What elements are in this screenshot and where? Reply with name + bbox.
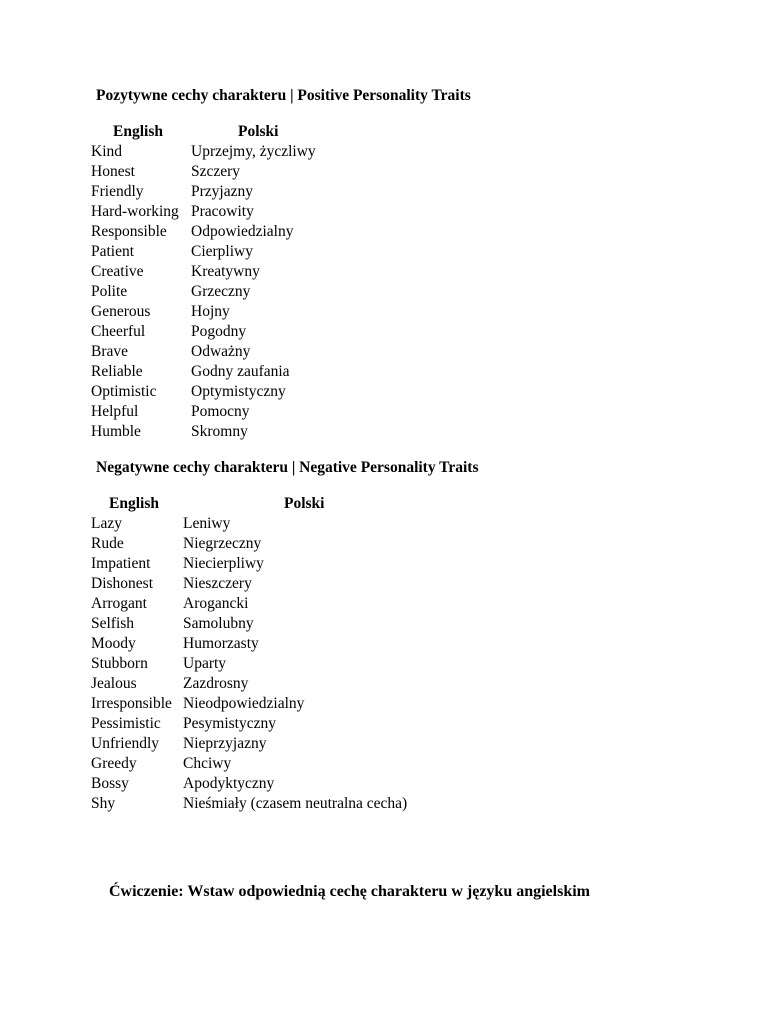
- trait-english: Stubborn: [91, 655, 148, 672]
- trait-polish: Przyjazny: [191, 183, 253, 200]
- negative-header-english: English: [109, 495, 159, 512]
- trait-english: Friendly: [91, 183, 144, 200]
- trait-polish: Nieprzyjazny: [183, 735, 267, 752]
- trait-english: Pessimistic: [91, 715, 161, 732]
- trait-english: Optimistic: [91, 383, 157, 400]
- trait-polish: Niecierpliwy: [183, 555, 264, 572]
- trait-english: Reliable: [91, 363, 143, 380]
- trait-polish: Grzeczny: [191, 283, 251, 300]
- trait-english: Brave: [91, 343, 129, 360]
- trait-english: Irresponsible: [91, 695, 172, 712]
- trait-english: Honest: [91, 163, 135, 180]
- trait-english: Selfish: [91, 615, 135, 632]
- trait-polish: Nieśmiały (czasem neutralna cecha): [183, 795, 408, 812]
- trait-english: Jealous: [91, 675, 137, 692]
- trait-polish: Uprzejmy, życzliwy: [191, 143, 316, 160]
- trait-polish: Pracowity: [191, 203, 254, 220]
- trait-english: Polite: [91, 283, 128, 300]
- negative-traits-heading: Negatywne cechy charakteru | Negative Personality Traits: [96, 459, 479, 476]
- trait-polish: Humorzasty: [183, 635, 259, 652]
- trait-polish: Arogancki: [183, 595, 249, 612]
- trait-polish: Szczery: [191, 163, 241, 180]
- trait-english: Arrogant: [91, 595, 147, 612]
- trait-polish: Pogodny: [191, 323, 247, 340]
- trait-polish: Pomocny: [191, 403, 250, 420]
- trait-polish: Nieodpowiedzialny: [183, 695, 305, 712]
- exercise-heading: Ćwiczenie: Wstaw odpowiednią cechę charakteru w języku angielskim: [109, 883, 590, 900]
- trait-english: Lazy: [91, 515, 122, 532]
- trait-polish: Zazdrosny: [183, 675, 249, 692]
- trait-polish: Chciwy: [183, 755, 232, 772]
- trait-english: Hard-working: [91, 203, 179, 220]
- trait-english: Cheerful: [91, 323, 146, 340]
- positive-header-polski: Polski: [238, 123, 279, 140]
- trait-polish: Pesymistyczny: [183, 715, 276, 732]
- trait-polish: Niegrzeczny: [183, 535, 262, 552]
- trait-english: Rude: [91, 535, 124, 552]
- trait-english: Humble: [91, 423, 141, 440]
- trait-english: Shy: [91, 795, 116, 812]
- trait-polish: Nieszczery: [183, 575, 252, 592]
- trait-polish: Godny zaufania: [191, 363, 290, 380]
- trait-english: Impatient: [91, 555, 151, 572]
- negative-header-polski: Polski: [284, 495, 325, 512]
- trait-polish: Hojny: [191, 303, 230, 320]
- trait-polish: Optymistyczny: [191, 383, 286, 400]
- trait-polish: Apodyktyczny: [183, 775, 275, 792]
- trait-polish: Odważny: [191, 343, 251, 360]
- trait-polish: Skromny: [191, 423, 248, 440]
- positive-traits-heading: Pozytywne cechy charakteru | Positive Personality Traits: [96, 87, 471, 104]
- trait-polish: Samolubny: [183, 615, 254, 632]
- trait-english: Responsible: [91, 223, 167, 240]
- trait-english: Generous: [91, 303, 151, 320]
- trait-english: Kind: [91, 143, 122, 160]
- trait-english: Patient: [91, 243, 135, 260]
- trait-polish: Leniwy: [183, 515, 231, 532]
- trait-english: Dishonest: [91, 575, 153, 592]
- trait-polish: Cierpliwy: [191, 243, 253, 260]
- trait-english: Bossy: [91, 775, 129, 792]
- trait-english: Greedy: [91, 755, 137, 772]
- trait-polish: Kreatywny: [191, 263, 260, 280]
- trait-polish: Uparty: [183, 655, 227, 672]
- positive-header-english: English: [113, 123, 163, 140]
- trait-english: Creative: [91, 263, 144, 280]
- trait-english: Moody: [91, 635, 136, 652]
- trait-polish: Odpowiedzialny: [191, 223, 294, 240]
- trait-english: Unfriendly: [91, 735, 160, 752]
- trait-english: Helpful: [91, 403, 139, 420]
